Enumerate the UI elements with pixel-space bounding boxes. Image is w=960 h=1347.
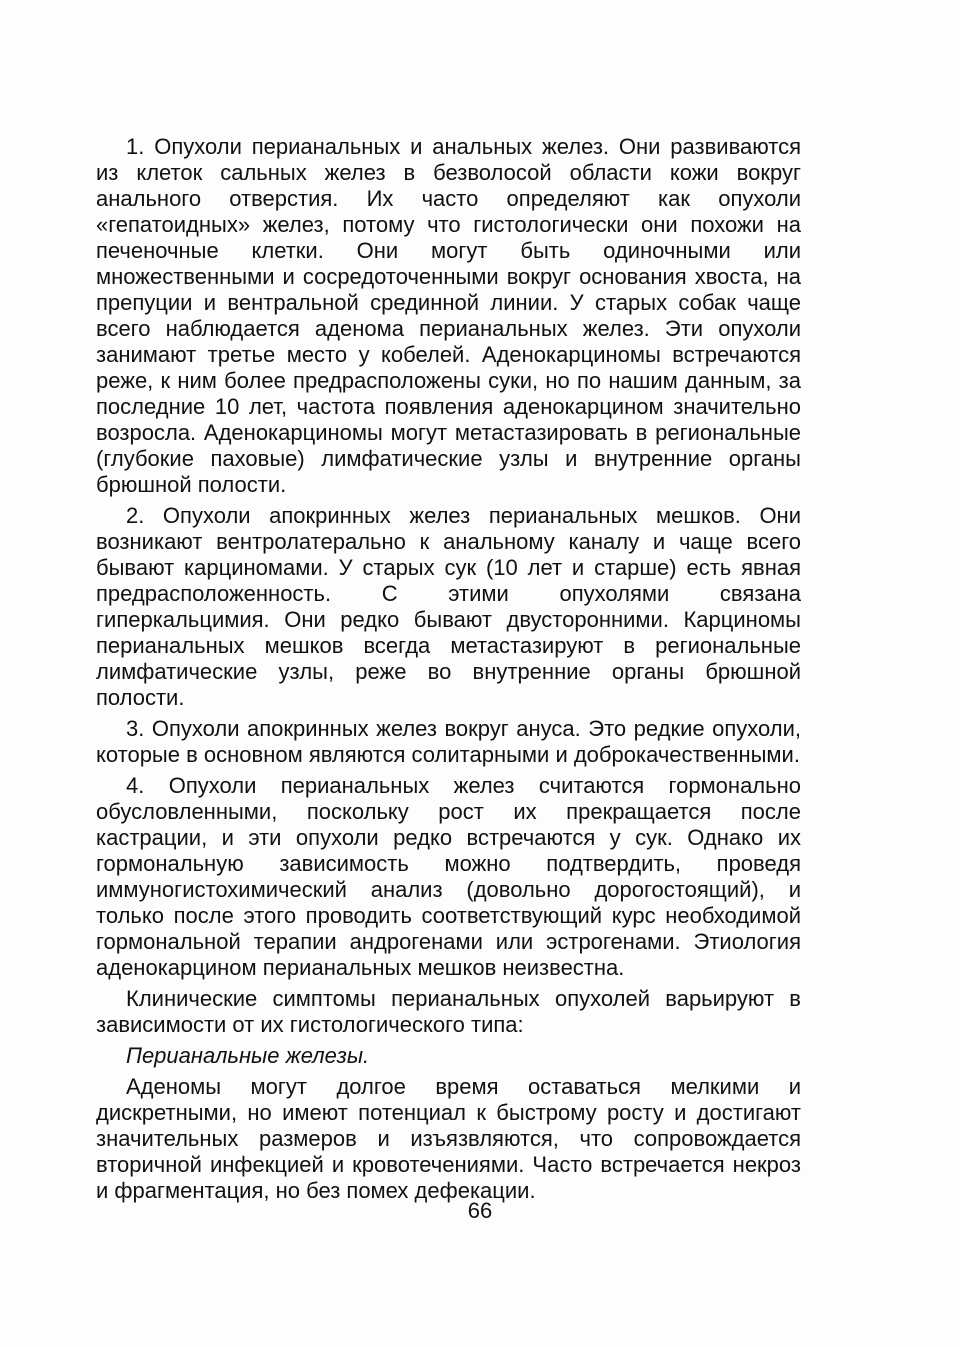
paragraph-2: 2. Опухоли апокринных желез перианальных мешков. Они возникают вентролатерально к анальному каналу и чаще всего бывают карциномами. У старых сук (10 лет и старше) есть явная предрасположенность. С этими опухолями связана гиперкальцимия. Они редко бывают двусторонними. Карциномы перианальных мешков всегда метастазируют в региональные лимфатические узлы, реже во внутренние органы брюшной полости. (96, 503, 801, 710)
paragraph-clinical-symptoms: Клинические симптомы перианальных опухолей варьируют в зависимости от их гистологического типа: (96, 986, 801, 1037)
page-number: 66 (467, 1198, 493, 1223)
paragraph-4: 4. Опухоли перианальных желез считаются гормонально обусловленными, поскольку рост их прекращается после кастрации, и эти опухоли редко встречаются у сук. Однако их гормональную зависимость можно подтвердить, проведя иммуногистохимический анализ (довольно дорогостоящий), и только после этого проводить соответствующий курс необходимой гормональной терапии андрогенами или эстрогенами. Этиология аденокарцином перианальных мешков неизвестна. (96, 773, 801, 980)
paragraph-1: 1. Опухоли перианальных и анальных желез. Они развиваются из клеток сальных желез в безволосой области кожи вокруг анального отверстия. Их часто определяют как опухоли «гепатоидных» желез, потому что гистологически они похожи на печеночные клетки. Они могут быть одиночными или множественными и сосредоточенными вокруг основания хвоста, на препуции и вентральной срединной линии. У старых собак чаще всего наблюдается аденома перианальных желез. Эти опухоли занимают третье место у кобелей. Аденокарциномы встречаются реже, к ним более предрасположены суки, но по нашим данным, за последние 10 лет, частота появления аденокарцином значительно возросла. Аденокарциномы могут метастазировать в региональные (глубокие паховые) лимфатические узлы и внутренние органы брюшной полости. (96, 134, 801, 497)
paragraph-3: 3. Опухоли апокринных желез вокруг ануса. Это редкие опухоли, которые в основном являются солитарными и доброкачественными. (96, 716, 801, 767)
paragraph-adenomas: Аденомы могут долгое время оставаться мелкими и дискретными, но имеют потенциал к быстрому росту и достигают значительных размеров и изъязвляются, что сопровождается вторичной инфекцией и кровотечениями. Часто встречается некроз и фрагментация, но без помех дефекации. (96, 1074, 801, 1203)
subheading-perianal-glands: Перианальные железы. (126, 1043, 370, 1068)
document-body (96, 134, 801, 1209)
